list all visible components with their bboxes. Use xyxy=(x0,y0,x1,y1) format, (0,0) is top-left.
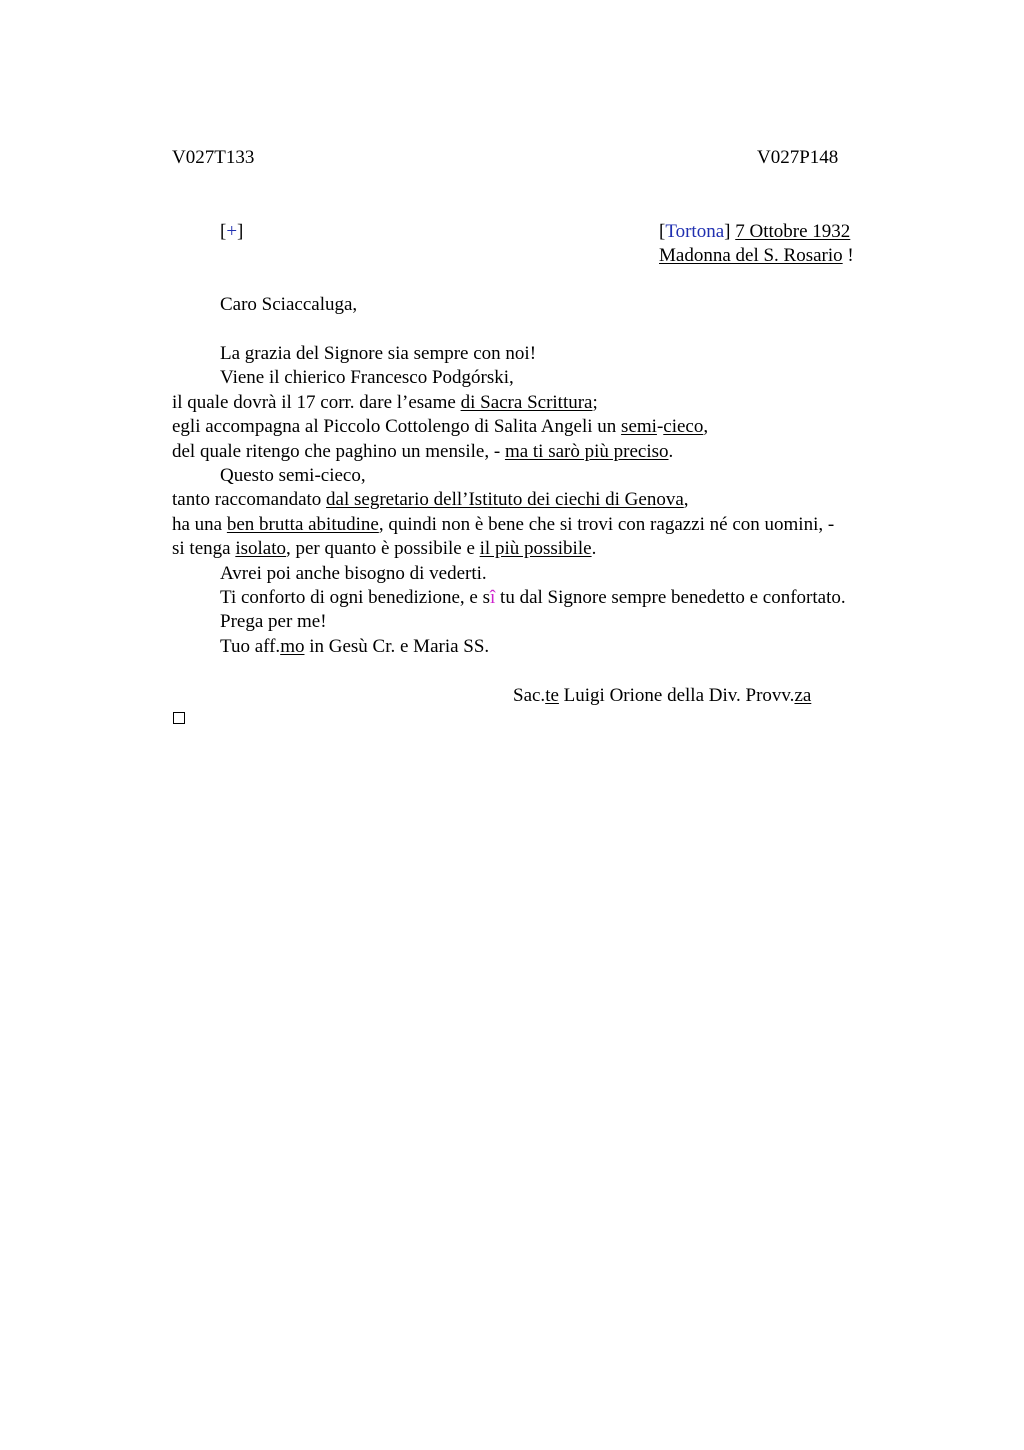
letter-text: del quale ritengo che paghino un mensile, - xyxy=(172,440,505,462)
letter-line xyxy=(172,513,932,537)
greeting: Caro Sciaccaluga, xyxy=(220,294,358,315)
feast-tail: ! xyxy=(842,245,854,266)
cross-bracket-close: ] xyxy=(237,221,244,242)
letter-text: mo xyxy=(280,635,305,657)
letter-text: . xyxy=(668,440,674,462)
cross-symbol: + xyxy=(226,221,238,242)
letter-text: Ti conforto di ogni benedizione, e s xyxy=(220,586,491,608)
letter-text: Tuo aff. xyxy=(220,635,281,657)
letter-text: di Sacra Scrittura xyxy=(460,391,593,413)
letter-line xyxy=(172,562,932,586)
signature-part: Sac. xyxy=(513,685,546,706)
cross-bracket-open: [ xyxy=(220,221,227,242)
letter-text: in Gesù Cr. e Maria SS. xyxy=(304,635,490,657)
letter-line xyxy=(172,440,932,464)
letter-line xyxy=(172,635,932,659)
signature-part: za xyxy=(794,685,812,706)
letter-line xyxy=(172,537,932,561)
signature xyxy=(513,684,811,708)
letter-line xyxy=(172,464,932,488)
letter-body xyxy=(172,342,932,659)
letter-line xyxy=(172,415,932,439)
letter-line xyxy=(172,610,932,634)
letter-line xyxy=(172,586,932,610)
letter-line xyxy=(172,391,932,415)
place-bracket-close: ] xyxy=(724,221,731,242)
letter-text: Viene il chierico Francesco Podgórski, xyxy=(220,367,514,389)
feast-name: Madonna del S. Rosario xyxy=(659,245,843,266)
checkbox-icon xyxy=(173,712,185,724)
letter-text: î xyxy=(490,586,496,608)
place-date xyxy=(659,220,850,244)
letter-text: Questo semi-cieco, xyxy=(220,464,366,486)
letter-text: dal segretario dell’Istituto dei ciechi di Genova xyxy=(326,489,684,511)
letter-text: , xyxy=(703,416,709,438)
letter-date: 7 Ottobre 1932 xyxy=(735,221,851,242)
feast-line xyxy=(659,244,854,268)
letter-text: il più possibile xyxy=(479,538,592,560)
letter-text: , quindi non è bene che si trovi con ragazzi né con uomini, - xyxy=(378,513,835,535)
letter-text: tu dal Signore sempre benedetto e confortato. xyxy=(495,586,846,608)
letter-line xyxy=(172,366,932,390)
letter-text: tanto raccomandato xyxy=(172,489,327,511)
document-code-left: V027T133 xyxy=(172,147,255,168)
letter-text: - xyxy=(656,416,664,438)
letter-text: si tenga xyxy=(172,538,236,560)
signature-part: te xyxy=(545,685,559,706)
letter-text: cieco xyxy=(663,416,704,438)
letter-text: , per quanto è possibile e xyxy=(286,538,480,560)
document-code-right: V027P148 xyxy=(757,147,839,168)
signature-part: Luigi Orione della Div. Provv. xyxy=(558,685,795,706)
letter-text: egli accompagna al Piccolo Cottolengo di Salita Angeli un xyxy=(172,416,622,438)
letter-text: ma ti sarò più preciso xyxy=(504,440,669,462)
letter-line xyxy=(172,342,932,366)
letter-text: ; xyxy=(592,391,598,413)
place-bracket-open: [ xyxy=(659,221,666,242)
letter-text: . xyxy=(591,538,597,560)
place-name: Tortona xyxy=(665,221,725,242)
cross-mark xyxy=(220,220,243,244)
letter-text: semi xyxy=(621,416,657,438)
letter-text: La grazia del Signore sia sempre con noi! xyxy=(220,343,537,364)
letter-line xyxy=(172,488,932,512)
letter-text: ha una xyxy=(172,513,227,535)
letter-text: , xyxy=(683,489,689,511)
letter-text: Avrei poi anche bisogno di vederti. xyxy=(220,562,487,584)
letter-text: ben brutta abitudine xyxy=(226,513,379,535)
letter-text: il quale dovrà il 17 corr. dare l’esame xyxy=(172,391,461,413)
letter-text: Prega per me! xyxy=(220,611,327,633)
letter-text: isolato xyxy=(235,538,286,560)
